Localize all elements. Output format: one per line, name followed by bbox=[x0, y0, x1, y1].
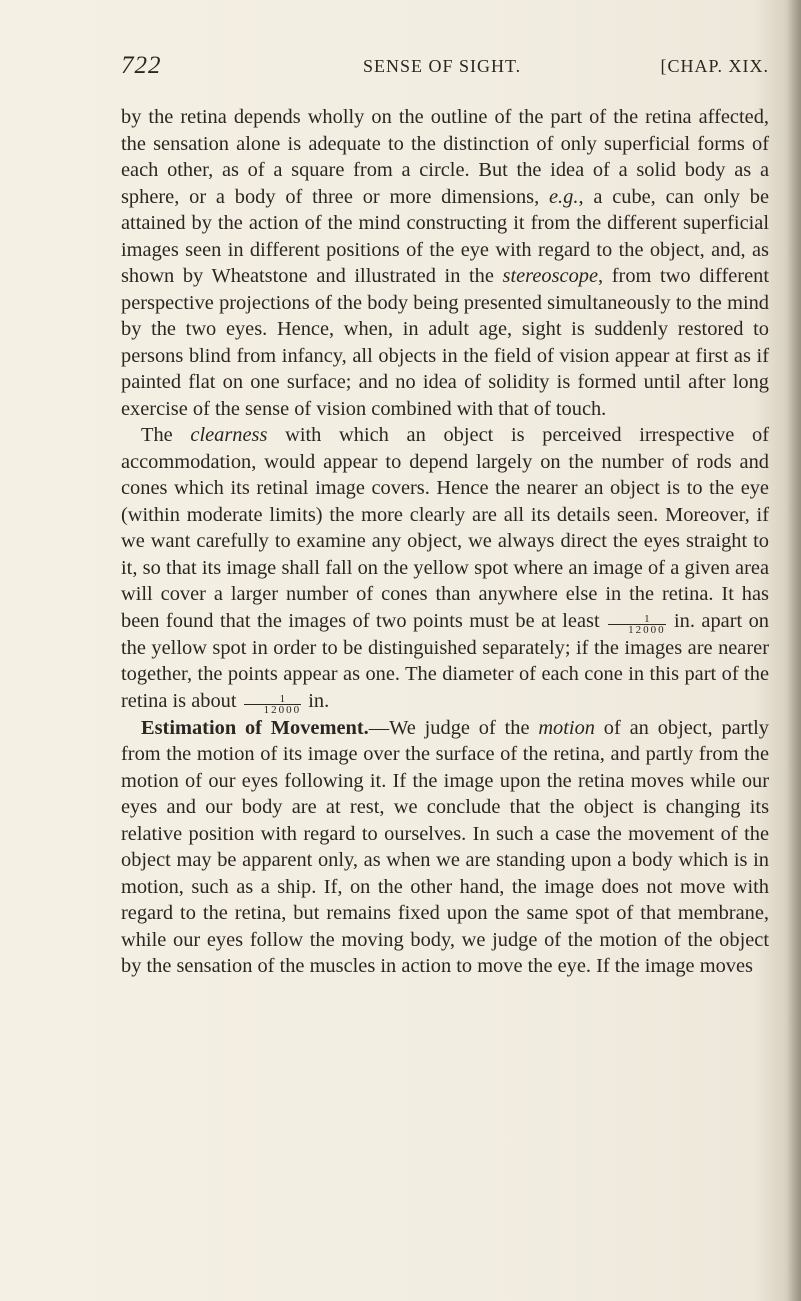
text-run: The bbox=[141, 424, 191, 446]
italic-term: clearness bbox=[190, 424, 268, 446]
fraction bbox=[244, 694, 302, 715]
paragraph-3 bbox=[121, 715, 769, 980]
fraction bbox=[608, 614, 666, 635]
body-text bbox=[121, 104, 769, 980]
text-run: in. bbox=[303, 689, 330, 712]
running-head: SENSE OF SIGHT. bbox=[363, 56, 522, 76]
page-number: 722 bbox=[121, 52, 162, 79]
paragraph-2 bbox=[121, 422, 769, 715]
chapter-label: [CHAP. XIX. bbox=[660, 56, 769, 76]
italic-term: e.g. bbox=[548, 185, 579, 208]
text-run: in. apart on the yellow spot in order to be distinguished separately; if the images are nearer together, the points appear as one. The diameter of each cone in this part of the retina is about bbox=[121, 609, 769, 712]
page-header bbox=[121, 52, 769, 82]
text-run: —We judge of the bbox=[368, 716, 539, 739]
text-run: of an object, partly from the motion of its image over the surface of the retina, and partly from the motion of our eyes following it. If the image upon the retina moves while our eyes and our body are at rest, we conclude that the object is changing its relative position with regard to ourselves. In such a case the movement of the object may be apparent only, as when we are standing upon a body which is in motion, such as a ship. If, on the other hand, the image does not move with regard to the retina, but remains fixed upon the same spot of that membrane, while our eyes follow the moving body, we judge of the motion of the object by the sensation of the muscles in action to move the eye. If the image moves bbox=[121, 716, 769, 977]
italic-term: motion bbox=[538, 716, 595, 739]
paragraph-1 bbox=[121, 104, 769, 422]
italic-term: stereoscope bbox=[502, 265, 599, 287]
page-edge-shadow bbox=[787, 0, 801, 1301]
text-run: , from two different perspective projections of the body being presented simultaneously to the mind by the two eyes. Hence, when, in adult age, sight is suddenly restored to persons blind from infancy, all objects in the field of vision appear at first as if painted flat on one surface; and no idea of solidity is formed until after long exercise of the sense of vision combined with that of touch. bbox=[121, 265, 769, 420]
fraction-numerator: 1 bbox=[608, 614, 666, 625]
text-run: , a cube, can only be attained by the action of the mind constructing it from the different superficial images seen in different positions of the eye with regard to the object, and, as shown by Wheatstone and illustrated in the bbox=[121, 185, 769, 287]
section-heading: Estimation of Movement. bbox=[141, 716, 369, 739]
fraction-denominator: 12000 bbox=[628, 623, 666, 636]
text-run: with which an object is perceived irrespective of accommodation, would appear to depend largely on the number of rods and cones which its retinal image covers. Hence the nearer an object is to the eye (within moderate limits) the more clearly are all its details seen. Moreover, if we want carefully to examine any object, we always direct the eyes straight to it, so that its image shall fall on the yellow spot where an image of a given area will cover a larger number of cones than anywhere else in the retina. It has been found that the images of two points must be at least bbox=[121, 424, 769, 632]
text-run: by the retina depends wholly on the outline of the part of the retina affected, the sensation alone is adequate to the distinction of only superficial forms of each other, as of a square from a circle. But the idea of a solid body as a sphere, or a body of three or more dimensions, bbox=[121, 106, 769, 208]
fraction-denominator: 12000 bbox=[263, 703, 302, 716]
fraction-numerator: 1 bbox=[244, 694, 302, 705]
